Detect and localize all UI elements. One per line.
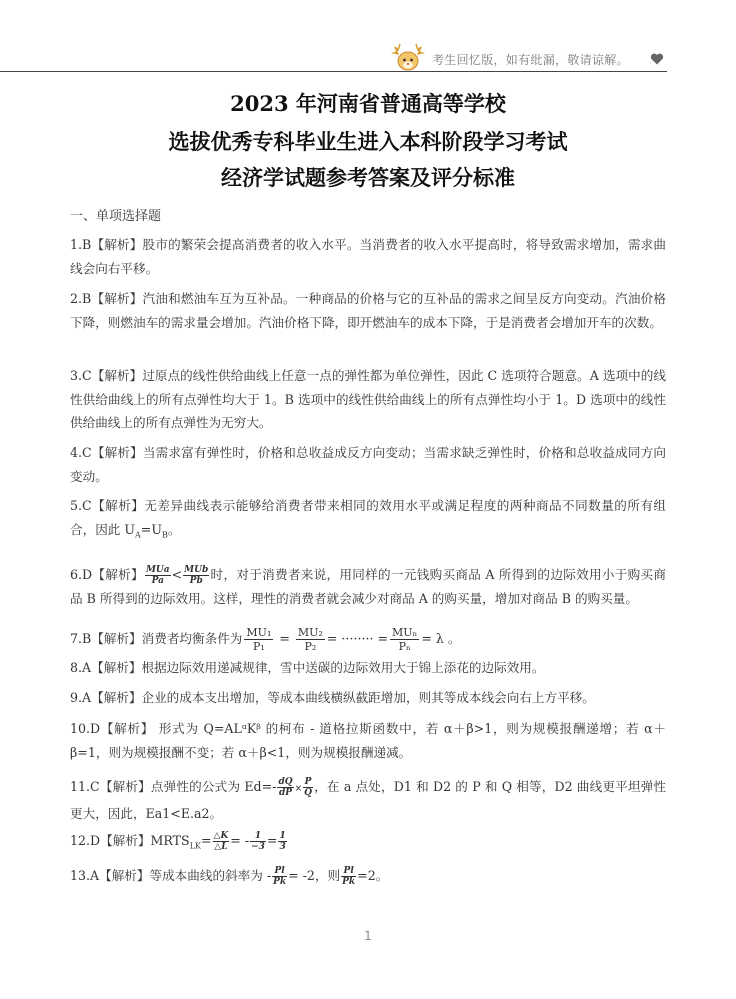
page-number: 1 (364, 929, 372, 943)
answer-11: 11.C【解析】点弹性的公式为 Ed=- $\frac{dQ}{dP}$ × $\frac{P}{Q}$ ，在 a 点处，D1 和 D2 的 P 和 Q 相等，D2 曲线更平坦弹性更大，因此，Ea1<E.a2。 (70, 777, 666, 821)
header-divider (0, 71, 667, 72)
fraction-mun-pn: $\frac{\text{MUₙ}}{\text{Pₙ}}$ (392, 626, 418, 653)
fraction-mub-pb: $\frac{\text{MUb}}{Pb}$ (184, 565, 209, 586)
answer-6: 6.D【解析】 $\frac{\text{MUa}}{Pa}$ < $\frac{\text{MUb}}{Pb}$ 时，对于消费者来说，用同样的一元钱购买商品 A 所得到的边际效用小于购买商品 B 所得到的边际效用。这样，理性的消费者就会减少对商品 A 的购买量，增加对商品 B 的购买量。 (70, 565, 666, 606)
section-heading: 一、单项选择题 (70, 209, 162, 224)
fraction-1-3: $\frac{1}{3}$ (279, 831, 286, 852)
fraction-pl-pk-2: $\frac{Pl}{Pk}$ (342, 866, 356, 887)
title-line-1: 2023 年河南省普通高等学校 (230, 91, 506, 116)
answer-12: 12.D【解析】$MRTS_{LK}=$ $\frac{\triangle K}{\triangle L}$ = - $\frac{1}{-3}$ = $\frac{1}{3}$ (70, 831, 286, 852)
fraction-p-q: $\frac{P}{Q}$ (304, 777, 312, 798)
fraction-mua-pa: $\frac{\text{MUa}}{Pa}$ (145, 565, 170, 586)
heart-icon (650, 52, 664, 66)
answer-2: 2.B【解析】汽油和燃油车互为互补品。一种商品的价格与它的互补品的需求之间呈反方向变动。汽油价格下降，则燃油车的需求量会增加。汽油价格下降，即开燃油车的成本下降，于是消费者会增加开车的次数。 (70, 291, 666, 330)
answer-5: 5.C【解析】无差异曲线表示能够给消费者带来相同的效用水平或满足程度的两种商品不同数量的所有组合，因此 $U_A=U_B$。 (70, 498, 666, 540)
answer-4: 4.C【解析】当需求富有弹性时，价格和总收益成反方向变动；当需求缺乏弹性时，价格和总收益成同方向变动。 (70, 445, 666, 484)
fraction-mu2-p2: $\frac{\text{MU₂}}{\text{P₂}}$ (297, 626, 323, 653)
fraction-pl-pk: $\frac{Pl}{Pk}$ (273, 866, 287, 887)
title-line-2: 选拔优秀专科毕业生进入本科阶段学习考试 (168, 129, 568, 154)
deer-mascot-icon (391, 41, 425, 73)
answer-9: 9.A【解析】企业的成本支出增加，等成本曲线横纵截距增加，则其等成本线会向右上方平移。 (70, 690, 595, 705)
fraction-dk-dl: $\frac{\triangle K}{\triangle L}$ (213, 831, 229, 852)
fraction-dq-dp: $\frac{dQ}{dP}$ (278, 777, 293, 798)
answer-1: 1.B【解析】股市的繁荣会提高消费者的收入水平。当消费者的收入水平提高时，将导致需求增加，需求曲线会向右平移。 (70, 237, 666, 276)
title-line-3: 经济学试题参考答案及评分标准 (221, 165, 515, 190)
answer-3: 3.C【解析】过原点的线性供给曲线上任意一点的弹性都为单位弹性，因此 C 选项符合题意。A 选项中的线性供给曲线上的所有点弹性均大于 1。B 选项中的线性供给曲线上的所有点弹性均小于 1。D 选项中的线性供给曲线上的所有点弹性为无穷大。 (70, 368, 666, 430)
answer-7: 7.B【解析】消费者均衡条件为 $\frac{\text{MU₁}}{\text{P₁}}$ = $\frac{\text{MU₂}}{\text{P₂}}$ = ········ = $\frac{\text{MUₙ}}{\text{Pₙ}}$ = λ 。 (70, 626, 461, 653)
fraction-mu1-p1: $\frac{\text{MU₁}}{\text{P₁}}$ (246, 626, 272, 653)
answer-13: 13.A【解析】等成本曲线的斜率为 - $\frac{Pl}{Pk}$ = -2，则 $\frac{Pl}{Pk}$ =2。 (70, 866, 389, 887)
answer-10: 10.D【解析】 形式为 Q=ALᵅKᵝ 的柯布 - 道格拉斯函数中，若 α＋β>1，则为规模报酬递增；若 α＋β=1，则为规模报酬不变；若 α＋β<1，则为规模报酬递减。 (70, 721, 666, 760)
fraction-1-neg3: $\frac{1}{-3}$ (251, 831, 265, 852)
answer-8: 8.A【解析】根据边际效用递减规律，雪中送碳的边际效用大于锦上添花的边际效用。 (70, 660, 545, 675)
header-note: 考生回忆版，如有纰漏，敬请谅解。 (432, 53, 629, 67)
